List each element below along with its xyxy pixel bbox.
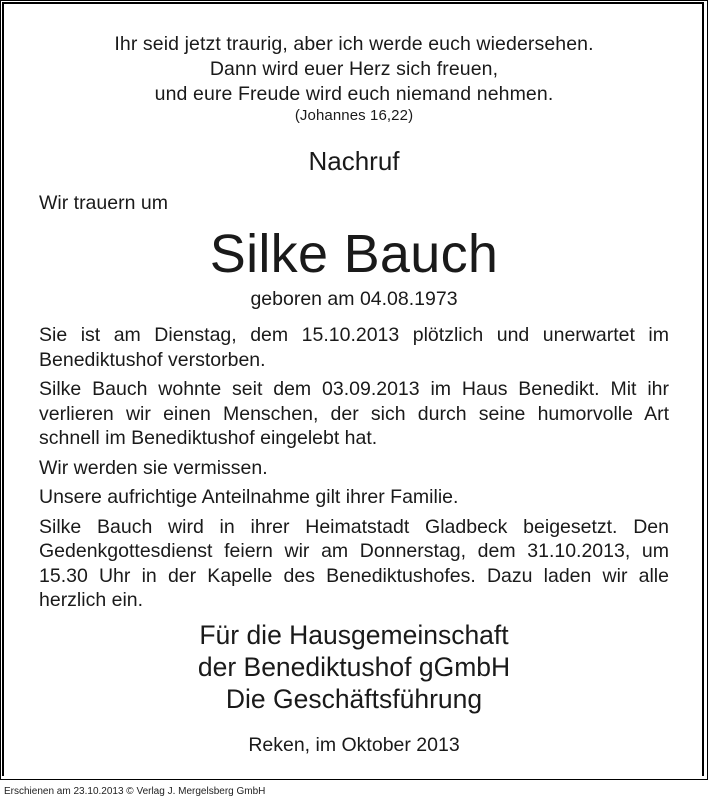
signature-line-3: Die Geschäftsführung [225, 684, 483, 714]
signature-block [0, 619, 708, 715]
birth-date: geboren am 04.08.1973 [250, 288, 458, 310]
body-paragraph-4: Unsere aufrichtige Anteilnahme gilt ihrer Familie. [39, 486, 459, 508]
quote-line-2: Dann wird euer Herz sich freuen, [209, 58, 499, 80]
obituary-body [39, 323, 669, 618]
quote-line-3: und eure Freude wird euch niemand nehmen. [154, 83, 554, 105]
bible-quote [0, 32, 708, 126]
intro-text: Wir trauern um [39, 192, 168, 214]
body-paragraph-5: Silke Bauch wird in ihrer Heimatstadt Gladbeck beigesetzt. Den Gedenkgottesdienst feiern wir am Donnerstag, dem 31.10.2013, um 15.30 Uhr in der Kapelle des Benediktushofes. Dazu laden wir alle herzlich ein. [39, 515, 669, 611]
body-paragraph-2: Silke Bauch wohnte seit dem 03.09.2013 im Haus Benedikt. Mit ihr verlieren wir einen Menschen, der sich durch seine humorvolle Art schnell im Benediktushof eingelebt hat. [39, 378, 669, 449]
quote-reference: (Johannes 16,22) [294, 107, 414, 124]
place-and-date: Reken, im Oktober 2013 [248, 734, 460, 756]
obituary-title: Nachruf [308, 146, 400, 176]
body-paragraph-3: Wir werden sie vermissen. [39, 456, 268, 479]
signature-line-2: der Benediktushof gGmbH [197, 652, 511, 682]
deceased-name: Silke Bauch [209, 224, 499, 284]
body-paragraph-1: Sie ist am Dienstag, dem 15.10.2013 plötzlich und unerwartet im Benediktushof verstorben. [39, 324, 669, 371]
quote-line-1: Ihr seid jetzt traurig, aber ich werde euch wiedersehen. [114, 33, 594, 55]
publication-footer: Erschienen am 23.10.2013 © Verlag J. Mergelsberg GmbH [4, 786, 266, 797]
signature-line-1: Für die Hausgemeinschaft [199, 620, 509, 650]
